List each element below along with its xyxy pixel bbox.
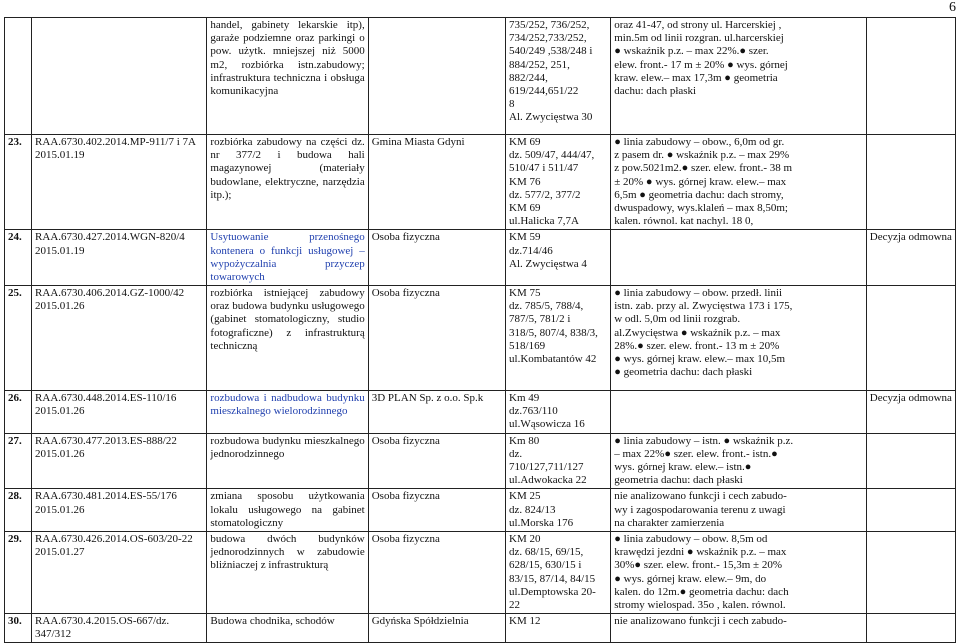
location-line: 510/47 i 511/47 [509, 162, 579, 175]
parameter-line: 28%.● szer. elew. front.- 13 m ± 20% [614, 339, 780, 352]
location-line: 884/252, 251, [509, 58, 570, 71]
table-row [5, 433, 956, 489]
location [506, 230, 611, 286]
investment-description: handel, gabinety lekarskie itp), garaże podziemne oraz parkingi o pow. użytk. mniejszej niż 5000 m2, rozbiórka istn.zabudowy; infrastruktura techniczna i obsługa komunikacyjna [207, 18, 368, 135]
location-line: Km 80 [509, 434, 540, 447]
decision-type [866, 286, 955, 391]
parameter-line: min.5m od linii rozgran. ul.harcerskiej [614, 32, 784, 45]
location-line: 540/249 ,538/248 i [509, 45, 593, 58]
parameter-line: 30%● szer. elew. front.- 15,3m ± 20% [614, 559, 782, 572]
building-parameters [611, 391, 867, 434]
parameter-line: ● linia zabudowy – istn. ● wskaźnik p.z. [614, 434, 794, 447]
row-number: 29. [5, 531, 32, 613]
investment-description: Usytuowanie przenośnego kontenera o funkcji usługowej – wypożyczalnia przyczep towarowych [207, 230, 368, 286]
case-reference: RAA.6730.426.2014.OS-603/20-22 2015.01.27 [32, 531, 207, 613]
location-line: KM 12 [509, 615, 541, 628]
row-number: 25. [5, 286, 32, 391]
decision-type: Decyzja odmowna [866, 391, 955, 434]
location-line: KM 20 [509, 532, 541, 545]
location-line: 734/252,733/252, [509, 32, 587, 45]
decision-type [866, 614, 955, 643]
location-line: 710/127,711/127 [509, 461, 584, 473]
case-reference: RAA.6730.477.2013.ES-888/22 2015.01.26 [32, 433, 207, 489]
investor: Osoba fizyczna [368, 489, 505, 532]
location [506, 433, 611, 489]
investment-description: budowa dwóch budynków jednorodzinnych w zabudowie bliźniaczej z infrastrukturą [207, 531, 368, 613]
decision-type: Decyzja odmowna [866, 230, 955, 286]
parameter-line: al.Zwycięstwa ● wskaźnik p.z. – max [614, 326, 781, 339]
investor: Osoba fizyczna [368, 286, 505, 391]
location-line: dz.763/110 [509, 405, 558, 418]
building-parameters [611, 531, 867, 613]
location-line: dz. 785/5, 788/4, [509, 300, 584, 313]
row-number: 24. [5, 230, 32, 286]
location [506, 489, 611, 532]
location-line: 787/5, 781/2 i [509, 313, 571, 326]
parameter-line: w odl. 5,0m od linii rozgrab. [614, 313, 741, 326]
parameter-line: nie analizowano funkcji i cech zabudo- [614, 490, 787, 503]
case-reference [32, 18, 207, 135]
location-line: KM 69 [509, 201, 541, 214]
location-line: 628/15, 630/15 i [509, 559, 582, 572]
location-line: dz. 509/47, 444/47, [509, 149, 595, 162]
location-line: 518/169 [509, 339, 546, 352]
parameter-line: istn. zab. przy al. Zwycięstwa 173 i 175, [614, 300, 793, 313]
parameter-line: wys. górnej kraw. elew.– istn.● [614, 461, 752, 473]
location-line: dz. [509, 447, 523, 460]
location-line: 318/5, 807/4, 838/3, [509, 326, 598, 339]
row-number: 30. [5, 614, 32, 643]
location-line: ul.Kombatantów 42 [509, 353, 597, 365]
case-reference: RAA.6730.481.2014.ES-55/176 2015.01.26 [32, 489, 207, 532]
parameter-line: ● linia zabudowy – obow., 6,0m od gr. [614, 136, 785, 148]
investor [368, 18, 505, 135]
table-row [5, 531, 956, 613]
location [506, 391, 611, 434]
location-line: 83/15, 87/14, 84/15 [509, 572, 596, 585]
parameter-line: ● linia zabudowy – obow. 8,5m od [614, 532, 768, 545]
parameter-line: ● wskaźnik p.z. – max 22%.● szer. [614, 45, 769, 58]
investor: 3D PLAN Sp. z o.o. Sp.k [368, 391, 505, 434]
table-row [5, 391, 956, 434]
location-line: 8 [509, 98, 515, 111]
parameter-line: na charakter zamierzenia [614, 516, 725, 529]
location-line: Km 49 [509, 392, 540, 405]
location-line: ul.Adwokacka 22 [509, 474, 587, 487]
investment-description: rozbudowa i nadbudowa budynku mieszkalnego wielorodzinnego [207, 391, 368, 434]
investor: Osoba fizyczna [368, 230, 505, 286]
case-reference: RAA.6730.406.2014.GZ-1000/42 2015.01.26 [32, 286, 207, 391]
row-number: 23. [5, 135, 32, 230]
parameter-line: – max 22%● szer. elew. front.- istn.● [614, 447, 778, 460]
page-number: 6 [949, 0, 956, 15]
building-parameters [611, 286, 867, 391]
location-line: 735/252, 736/252, [509, 19, 590, 31]
row-number [5, 18, 32, 135]
case-reference: RAA.6730.448.2014.ES-110/16 2015.01.26 [32, 391, 207, 434]
location [506, 614, 611, 643]
location-line: Al. Zwycięstwa 4 [509, 257, 587, 270]
location [506, 18, 611, 135]
parameter-line: ● wys. górnej kraw. elew.– 9m, do [614, 572, 767, 585]
location [506, 135, 611, 230]
investment-description: rozbudowa budynku mieszkalnego jednorodzinnego [207, 433, 368, 489]
location-line: Al. Zwycięstwa 30 [509, 111, 593, 124]
investor: Gmina Miasta Gdyni [368, 135, 505, 230]
table-row [5, 286, 956, 391]
investor: Osoba fizyczna [368, 531, 505, 613]
location-line: ul.Demptowska 20- [509, 585, 596, 598]
parameter-line: elew. front.- 17 m ± 20% ● wys. górnej [614, 58, 788, 71]
location-line: 22 [509, 598, 521, 611]
building-parameters [611, 433, 867, 489]
investor: Gdyńska Spółdzielnia [368, 614, 505, 643]
parameter-line: ● wys. górnej kraw. elew.– max 10,5m [614, 353, 786, 365]
decisions-table [4, 17, 956, 643]
table-row [5, 135, 956, 230]
location [506, 531, 611, 613]
parameter-line: 6,5m ● geometria dachu: dach stromy, [614, 188, 784, 201]
parameter-line: dachu: dach płaski [614, 84, 697, 97]
row-number: 27. [5, 433, 32, 489]
location-line: 882/244, [509, 71, 548, 84]
parameter-line: kalen. do 12m.● geometria dachu: dach [614, 585, 789, 598]
location-line: KM 25 [509, 490, 541, 503]
investor: Osoba fizyczna [368, 433, 505, 489]
location-line: ul.Morska 176 [509, 516, 574, 529]
location-line: KM 76 [509, 175, 541, 188]
building-parameters [611, 489, 867, 532]
location-line: ul.Wąsowicza 16 [509, 418, 585, 431]
parameter-line: stromy wielospad. 35o , kalen. równol. [614, 598, 786, 611]
investment-description: rozbiórka istniejącej zabudowy oraz budowa budynku usługowego (gabinet stomatologiczny, studio fotograficzne) z infrastrukturą techniczną [207, 286, 368, 391]
location-line: dz. 824/13 [509, 503, 556, 516]
building-parameters [611, 18, 867, 135]
decision-type [866, 531, 955, 613]
location-line: KM 59 [509, 231, 541, 244]
parameter-line: z pasem dr. ● wskaźnik p.z. – max 29% [614, 149, 790, 162]
location-line: ul.Halicka 7,7A [509, 215, 579, 228]
investment-description: rozbiórka zabudowy na części dz. nr 377/2 i budowa hali magazynowej (materiały budowlane, elektryczne, narzędzia itp.); [207, 135, 368, 230]
location-line: 619/244,651/22 [509, 84, 579, 97]
parameter-line: z pow.5021m2.● szer. elew. front.- 38 m [614, 162, 793, 175]
parameter-line: nie analizowano funkcji i cech zabudo- [614, 615, 787, 628]
decision-type [866, 135, 955, 230]
location-line: dz. 68/15, 69/15, [509, 546, 584, 559]
table-row [5, 614, 956, 643]
location-line: KM 75 [509, 287, 541, 300]
parameter-line: oraz 41-47, od strony ul. Harcerskiej , [614, 19, 782, 31]
parameter-line: dwuspadowy, wys.klaleń – max 8,50m; [614, 201, 788, 214]
investment-description: zmiana sposobu użytkowania lokalu usługowego na gabinet stomatologiczny [207, 489, 368, 532]
parameter-line: wy i zagospodarowania terenu z uwagi [614, 503, 786, 516]
location-line: dz. 577/2, 377/2 [509, 188, 581, 201]
location [506, 286, 611, 391]
parameter-line: geometria dachu: dach płaski [614, 474, 743, 487]
building-parameters [611, 230, 867, 286]
building-parameters [611, 135, 867, 230]
case-reference: RAA.6730.402.2014.MP-911/7 i 7A 2015.01.19 [32, 135, 207, 230]
case-reference: RAA.6730.427.2014.WGN-820/4 2015.01.19 [32, 230, 207, 286]
case-reference: RAA.6730.4.2015.OS-667/dz. 347/312 [32, 614, 207, 643]
parameter-line: ● geometria dachu: dach płaski [614, 366, 753, 379]
investment-description: Budowa chodnika, schodów [207, 614, 368, 643]
parameter-line: ● linia zabudowy – obow. przedł. linii [614, 287, 783, 300]
parameter-line: ± 20% ● wys. górnej kraw. elew.– max [614, 175, 787, 188]
decision-type [866, 433, 955, 489]
decision-type [866, 489, 955, 532]
table-row [5, 18, 956, 135]
decision-type [866, 18, 955, 135]
row-number: 26. [5, 391, 32, 434]
parameter-line: kraw. elew.– max 17,3m ● geometria [614, 71, 778, 84]
parameter-line: kalen. równol. kat nachyl. 18 0, [614, 215, 754, 228]
building-parameters [611, 614, 867, 643]
parameter-line: krawędzi jezdni ● wskaźnik p.z. – max [614, 546, 787, 559]
location-line: dz.714/46 [509, 244, 553, 257]
table-row [5, 230, 956, 286]
row-number: 28. [5, 489, 32, 532]
location-line: KM 69 [509, 136, 541, 148]
table-row [5, 489, 956, 532]
